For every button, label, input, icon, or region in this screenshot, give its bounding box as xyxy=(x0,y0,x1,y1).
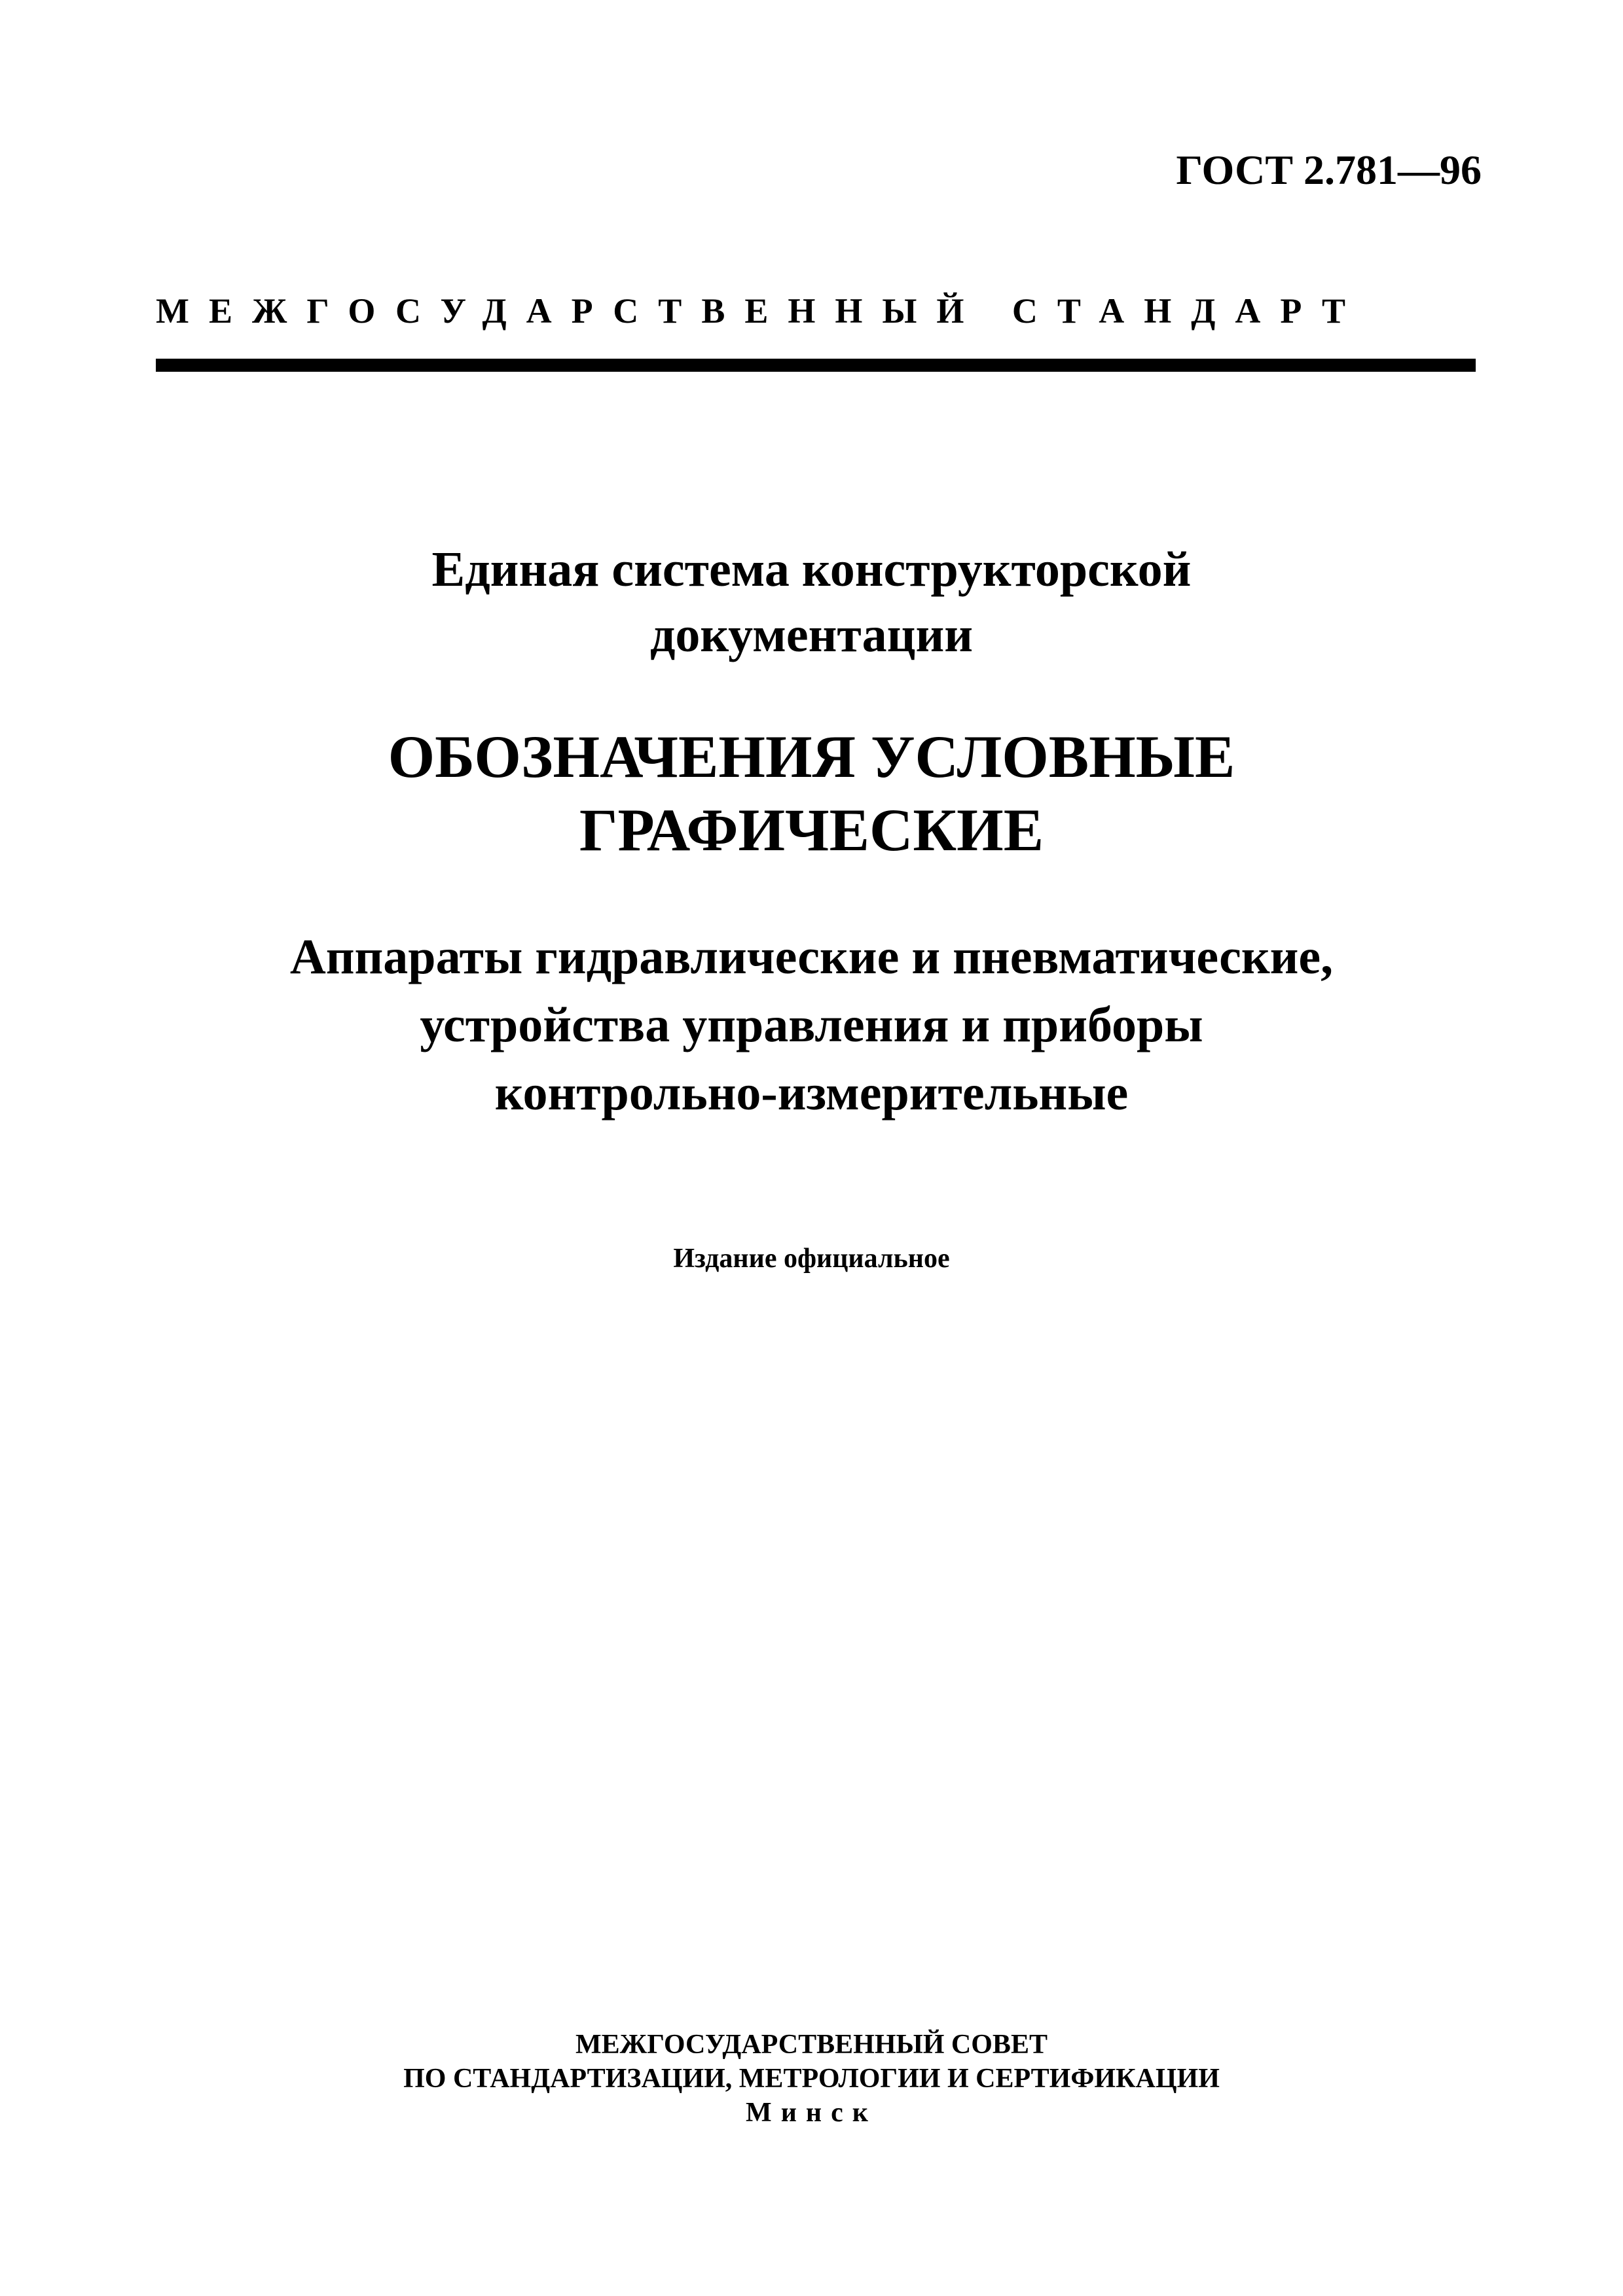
series-title-line: документации xyxy=(649,607,974,662)
subtitle-line: Аппараты гидравлические и пневматические, xyxy=(289,929,1334,984)
publisher-city: Минск xyxy=(746,2098,877,2128)
main-title xyxy=(0,720,1623,867)
subtitle-line: контрольно-измерительные xyxy=(494,1066,1129,1121)
publisher-line: ПО СТАНДАРТИЗАЦИИ, МЕТРОЛОГИИ И СЕРТИФИКАЦИИ xyxy=(403,2064,1220,2094)
document-number: ГОСТ 2.781—96 xyxy=(1176,147,1482,193)
subtitle xyxy=(0,923,1623,1127)
header-rule xyxy=(156,359,1476,372)
publisher-block xyxy=(0,2028,1623,2130)
main-title-line: ГРАФИЧЕСКИЕ xyxy=(579,797,1044,863)
standard-type-heading: МЕЖГОСУДАРСТВЕННЫЙ СТАНДАРТ xyxy=(156,291,1366,331)
series-title-line: Единая система конструкторской xyxy=(431,542,1192,597)
main-title-line: ОБОЗНАЧЕНИЯ УСЛОВНЫЕ xyxy=(388,723,1235,790)
publisher-line: МЕЖГОСУДАРСТВЕННЫЙ СОВЕТ xyxy=(575,2030,1048,2060)
series-title xyxy=(0,537,1623,668)
edition-label: Издание официальное xyxy=(673,1244,950,1274)
subtitle-line: устройства управления и приборы xyxy=(420,997,1203,1052)
